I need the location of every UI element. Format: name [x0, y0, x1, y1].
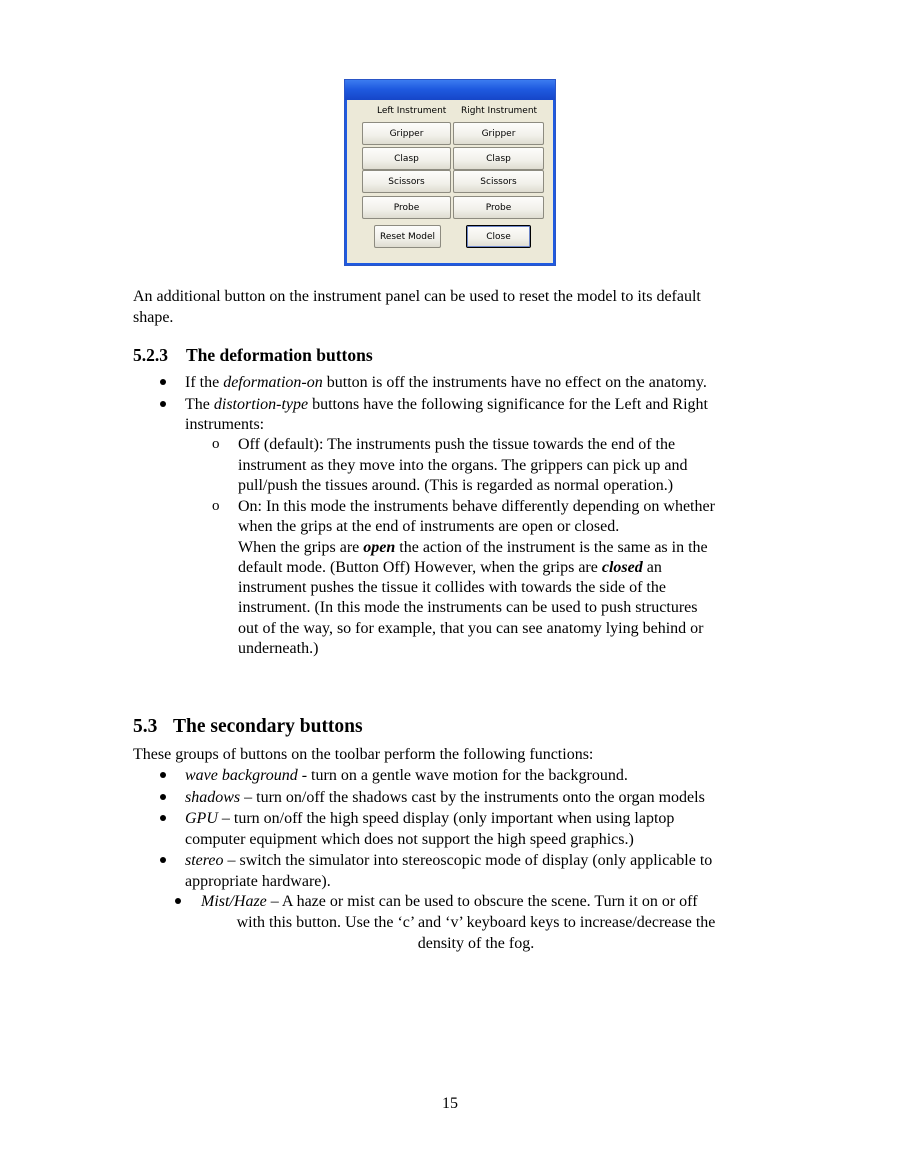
bullet-marker [160, 401, 166, 407]
bullet-marker [160, 815, 166, 821]
bullet-marker [160, 794, 166, 800]
sub-bullet-marker: o [212, 436, 220, 452]
dialog-body [345, 100, 555, 265]
section-53-title: The secondary buttons [173, 716, 363, 737]
right-instrument-header: Right Instrument [461, 106, 538, 116]
section-53-number: 5.3 [133, 716, 158, 737]
distortion-type-item-line2: instruments: [185, 416, 265, 433]
bullet-marker [160, 857, 166, 863]
mist-haze-item: Mist/Haze – A haze or mist can be used to obscure the scene. Turn it on or off [201, 893, 698, 910]
on-line-7: out of the way, so for example, that you can see anatomy lying behind or [238, 620, 704, 637]
sub-bullet-marker: o [212, 498, 220, 514]
on-line-5: instrument pushes the tissue it collides with towards the side of the [238, 579, 666, 596]
left-gripper-button[interactable]: Gripper [362, 122, 451, 145]
deformation-on-item: If the deformation-on button is off the instruments have no effect on the anatomy. [185, 374, 707, 391]
on-line-3: When the grips are open the action of the instrument is the same as in the [238, 539, 708, 556]
on-line-1: On: In this mode the instruments behave differently depending on whether [238, 498, 715, 515]
mist-haze-item-line3: density of the fog. [417, 935, 535, 952]
section-53-intro: These groups of buttons on the toolbar perform the following functions: [133, 746, 594, 763]
section-523-number: 5.2.3 [133, 345, 168, 365]
shadows-item: shadows – turn on/off the shadows cast by the instruments onto the organ models [185, 789, 705, 806]
gpu-item: GPU – turn on/off the high speed display (only important when using laptop [185, 810, 675, 827]
bullet-marker [160, 379, 166, 385]
intro-line-2: shape. [133, 309, 174, 326]
left-scissors-button[interactable]: Scissors [362, 170, 451, 193]
section-523-heading [133, 345, 373, 366]
right-gripper-button[interactable]: Gripper [453, 122, 544, 145]
stereo-item: stereo – switch the simulator into stereoscopic mode of display (only applicable to [185, 852, 713, 869]
distortion-type-item: The distortion-type buttons have the following significance for the Left and Right [185, 396, 708, 413]
intro-line-1: An additional button on the instrument panel can be used to reset the model to its default [133, 288, 701, 305]
left-instrument-header: Left Instrument [377, 106, 447, 116]
dialog-titlebar[interactable] [345, 80, 555, 100]
left-probe-button[interactable]: Probe [362, 196, 451, 219]
instrument-dialog [344, 79, 556, 266]
close-button[interactable]: Close [466, 225, 531, 248]
bullet-marker [160, 772, 166, 778]
on-line-4: default mode. (Button Off) However, when the grips are closed an [238, 559, 662, 576]
off-line-3: pull/push the tissues around. (This is regarded as normal operation.) [238, 477, 674, 494]
bullet-marker [175, 898, 181, 904]
gpu-item-line2: computer equipment which does not support the high speed graphics.) [185, 831, 634, 848]
reset-model-button[interactable]: Reset Model [374, 225, 441, 248]
page-number: 15 [442, 1095, 458, 1112]
right-clasp-button[interactable]: Clasp [453, 147, 544, 170]
stereo-item-line2: appropriate hardware). [185, 873, 331, 890]
section-523-title: The deformation buttons [186, 345, 373, 365]
right-scissors-button[interactable]: Scissors [453, 170, 544, 193]
left-clasp-button[interactable]: Clasp [362, 147, 451, 170]
section-53-heading [133, 716, 363, 738]
wave-background-item: wave background - turn on a gentle wave motion for the background. [185, 767, 628, 784]
off-line-1: Off (default): The instruments push the tissue towards the end of the [238, 436, 676, 453]
on-line-2: when the grips at the end of instruments are open or closed. [238, 518, 620, 535]
on-line-6: instrument. (In this mode the instruments can be used to push structures [238, 599, 698, 616]
off-line-2: instrument as they move into the organs. The grippers can pick up and [238, 457, 688, 474]
mist-haze-item-line2: with this button. Use the ‘c’ and ‘v’ keyboard keys to increase/decrease the [236, 914, 716, 931]
right-probe-button[interactable]: Probe [453, 196, 544, 219]
on-line-8: underneath.) [238, 640, 319, 657]
